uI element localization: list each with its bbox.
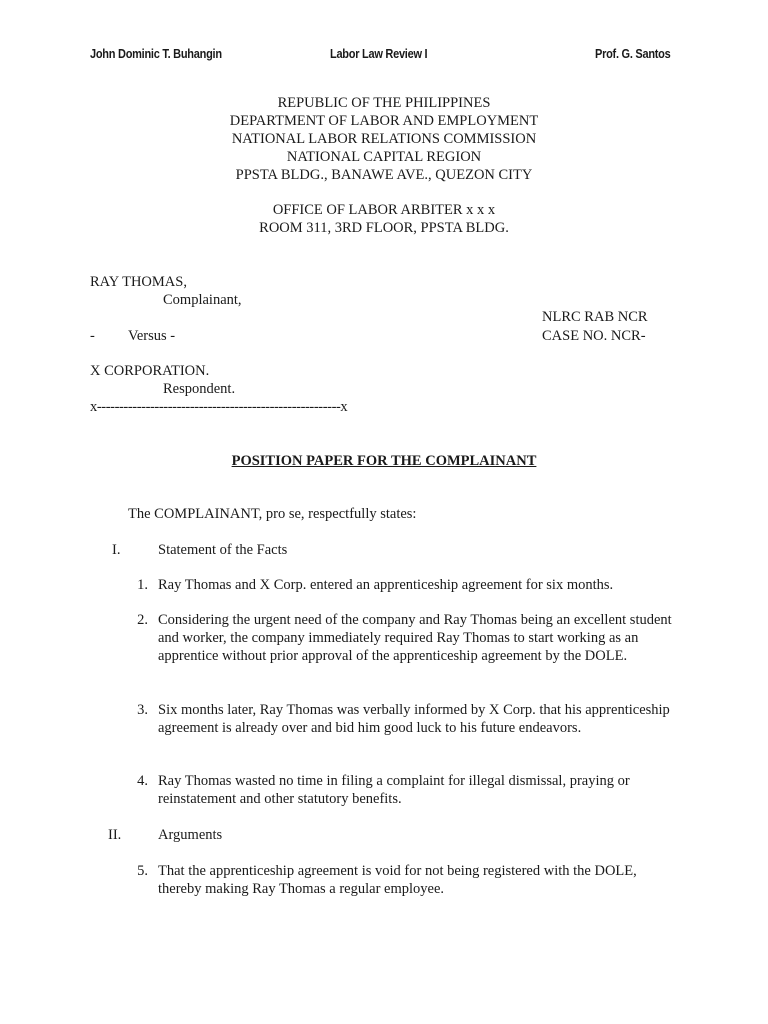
section-numeral: I. <box>112 542 121 558</box>
section-heading: Arguments <box>158 827 223 843</box>
caption-line: NATIONAL LABOR RELATIONS COMMISSION <box>231 131 537 147</box>
item-number: 3. <box>137 702 148 718</box>
office-block <box>0 201 768 237</box>
item-text: That the apprenticeship agreement is void for not being registered with the DOLE, thereby making Ray Thomas a regular employee. <box>158 863 637 897</box>
complainant-name: RAY THOMAS, <box>90 274 187 290</box>
item-number: 4. <box>137 773 148 789</box>
caption-line: REPUBLIC OF THE PHILIPPINES <box>277 95 491 111</box>
caption-line: DEPARTMENT OF LABOR AND EMPLOYMENT <box>229 113 539 129</box>
section-heading: Statement of the Facts <box>158 542 288 558</box>
item-text: Ray Thomas wasted no time in filing a complaint for illegal dismissal, praying or reinstatement and other statutory benefits. <box>158 773 630 807</box>
item-number: 2. <box>137 612 148 628</box>
header-professor: Prof. G. Santos <box>595 47 671 61</box>
header-course: Labor Law Review I <box>330 47 428 61</box>
caption-line: NATIONAL CAPITAL REGION <box>286 149 482 165</box>
document-title: POSITION PAPER FOR THE COMPLAINANT <box>231 453 537 469</box>
caption-block <box>0 94 768 184</box>
versus-label: Versus - <box>128 328 176 344</box>
case-line-1: NLRC RAB NCR <box>542 309 648 325</box>
case-line-2: CASE NO. NCR- <box>542 328 646 344</box>
complainant-role: Complainant, <box>163 292 242 308</box>
item-text: Ray Thomas and X Corp. entered an apprenticeship agreement for six months. <box>158 577 614 593</box>
intro-text: The COMPLAINANT, pro se, respectfully states: <box>128 506 417 522</box>
section-numeral: II. <box>108 827 122 843</box>
caption-separator: x-------------------------------------------------------x <box>90 399 348 415</box>
caption-line: PPSTA BLDG., BANAWE AVE., QUEZON CITY <box>235 167 533 183</box>
respondent-role: Respondent. <box>163 381 236 397</box>
item-text: Considering the urgent need of the company and Ray Thomas being an excellent student and worker, the company immediately required Ray Thomas to start working as an apprentice without prior approval of the apprenticeship agreement by the DOLE. <box>158 612 672 664</box>
item-number: 1. <box>137 577 148 593</box>
office-line: OFFICE OF LABOR ARBITER x x x <box>272 202 496 218</box>
header-author: John Dominic T. Buhangin <box>90 47 222 61</box>
item-text: Six months later, Ray Thomas was verbally informed by X Corp. that his apprenticeship agreement is already over and bid him good luck to his future endeavors. <box>158 702 670 736</box>
document-title-wrap <box>0 452 768 470</box>
versus-dash: - <box>90 328 95 344</box>
office-line: ROOM 311, 3RD FLOOR, PPSTA BLDG. <box>259 220 509 236</box>
item-number: 5. <box>137 863 148 879</box>
respondent-name: X CORPORATION. <box>90 363 210 379</box>
